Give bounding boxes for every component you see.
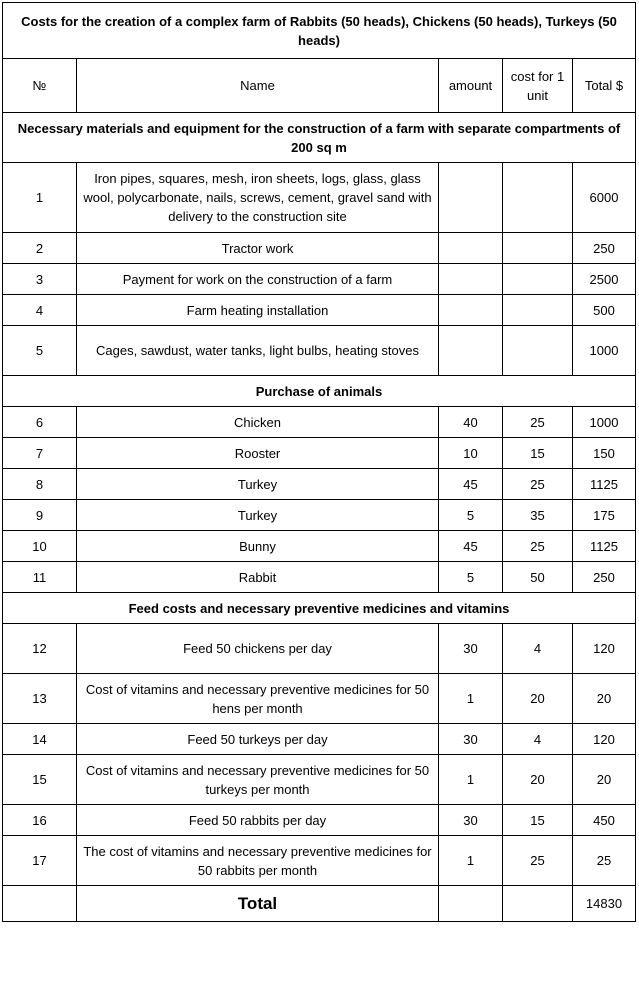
row-amount xyxy=(439,264,503,295)
table-row xyxy=(3,755,636,805)
section-header-row xyxy=(3,376,636,407)
total-row xyxy=(3,886,636,922)
row-total: 6000 xyxy=(573,163,636,233)
section-header-row xyxy=(3,593,636,624)
row-cost xyxy=(503,163,573,233)
row-total: 120 xyxy=(573,724,636,755)
row-name: Feed 50 turkeys per day xyxy=(77,724,439,755)
row-cost: 25 xyxy=(503,469,573,500)
row-name: Bunny xyxy=(77,531,439,562)
row-name: Farm heating installation xyxy=(77,295,439,326)
row-name: Feed 50 chickens per day xyxy=(77,624,439,674)
row-cost: 50 xyxy=(503,562,573,593)
row-cost: 25 xyxy=(503,407,573,438)
row-total: 450 xyxy=(573,805,636,836)
row-num: 5 xyxy=(3,326,77,376)
row-total: 20 xyxy=(573,674,636,724)
table-row xyxy=(3,724,636,755)
table-row xyxy=(3,469,636,500)
section-header-row xyxy=(3,113,636,163)
row-total: 250 xyxy=(573,562,636,593)
row-num: 12 xyxy=(3,624,77,674)
table-title: Costs for the creation of a complex farm of Rabbits (50 heads), Chickens (50 heads), Turkeys (50 heads) xyxy=(3,3,636,59)
row-cost: 4 xyxy=(503,724,573,755)
row-num: 15 xyxy=(3,755,77,805)
header-row xyxy=(3,59,636,113)
row-amount: 5 xyxy=(439,562,503,593)
row-total: 1000 xyxy=(573,407,636,438)
row-amount: 5 xyxy=(439,500,503,531)
row-amount: 45 xyxy=(439,531,503,562)
header-name: Name xyxy=(77,59,439,113)
row-total: 1125 xyxy=(573,531,636,562)
row-name: Cost of vitamins and necessary preventive medicines for 50 hens per month xyxy=(77,674,439,724)
total-amount-empty xyxy=(439,886,503,922)
row-cost: 20 xyxy=(503,674,573,724)
row-name: Payment for work on the construction of a farm xyxy=(77,264,439,295)
row-num: 6 xyxy=(3,407,77,438)
row-num: 2 xyxy=(3,233,77,264)
row-name: The cost of vitamins and necessary preventive medicines for 50 rabbits per month xyxy=(77,836,439,886)
row-amount: 45 xyxy=(439,469,503,500)
row-num: 9 xyxy=(3,500,77,531)
row-name: Cages, sawdust, water tanks, light bulbs, heating stoves xyxy=(77,326,439,376)
table-row xyxy=(3,407,636,438)
row-name: Rabbit xyxy=(77,562,439,593)
row-cost: 20 xyxy=(503,755,573,805)
row-name: Tractor work xyxy=(77,233,439,264)
row-amount: 30 xyxy=(439,724,503,755)
section-title: Purchase of animals xyxy=(3,376,636,407)
total-cost-empty xyxy=(503,886,573,922)
row-amount xyxy=(439,163,503,233)
row-name: Turkey xyxy=(77,469,439,500)
row-num: 11 xyxy=(3,562,77,593)
row-total: 25 xyxy=(573,836,636,886)
row-name: Iron pipes, squares, mesh, iron sheets, logs, glass, glass wool, polycarbonate, nails, screws, cement, gravel sand with delivery to the construction site xyxy=(77,163,439,233)
row-amount xyxy=(439,326,503,376)
row-amount: 1 xyxy=(439,755,503,805)
table-row xyxy=(3,562,636,593)
header-cost: cost for 1 unit xyxy=(503,59,573,113)
row-total: 2500 xyxy=(573,264,636,295)
total-num-empty xyxy=(3,886,77,922)
row-total: 250 xyxy=(573,233,636,264)
row-total: 1125 xyxy=(573,469,636,500)
row-name: Chicken xyxy=(77,407,439,438)
row-num: 14 xyxy=(3,724,77,755)
row-num: 16 xyxy=(3,805,77,836)
table-row xyxy=(3,163,636,233)
section-title: Feed costs and necessary preventive medicines and vitamins xyxy=(3,593,636,624)
table-row xyxy=(3,500,636,531)
row-num: 10 xyxy=(3,531,77,562)
table-row xyxy=(3,438,636,469)
row-cost: 15 xyxy=(503,805,573,836)
row-cost: 4 xyxy=(503,624,573,674)
table-row xyxy=(3,326,636,376)
row-total: 20 xyxy=(573,755,636,805)
table-row xyxy=(3,531,636,562)
header-total: Total $ xyxy=(573,59,636,113)
row-amount: 1 xyxy=(439,836,503,886)
cost-table xyxy=(2,2,636,922)
row-num: 13 xyxy=(3,674,77,724)
table-row xyxy=(3,295,636,326)
row-name: Turkey xyxy=(77,500,439,531)
row-amount: 1 xyxy=(439,674,503,724)
row-num: 3 xyxy=(3,264,77,295)
table-row xyxy=(3,264,636,295)
row-amount xyxy=(439,295,503,326)
row-cost: 25 xyxy=(503,836,573,886)
row-amount: 10 xyxy=(439,438,503,469)
row-total: 150 xyxy=(573,438,636,469)
row-cost: 35 xyxy=(503,500,573,531)
title-row xyxy=(3,3,636,59)
header-amount: amount xyxy=(439,59,503,113)
table-row xyxy=(3,624,636,674)
row-total: 1000 xyxy=(573,326,636,376)
table-row xyxy=(3,836,636,886)
row-total: 500 xyxy=(573,295,636,326)
row-cost: 15 xyxy=(503,438,573,469)
row-cost xyxy=(503,233,573,264)
row-num: 1 xyxy=(3,163,77,233)
row-total: 120 xyxy=(573,624,636,674)
row-num: 8 xyxy=(3,469,77,500)
row-amount: 30 xyxy=(439,624,503,674)
row-num: 17 xyxy=(3,836,77,886)
row-cost xyxy=(503,264,573,295)
row-amount: 40 xyxy=(439,407,503,438)
row-cost xyxy=(503,295,573,326)
row-amount: 30 xyxy=(439,805,503,836)
row-cost xyxy=(503,326,573,376)
table-row xyxy=(3,674,636,724)
row-num: 4 xyxy=(3,295,77,326)
row-cost: 25 xyxy=(503,531,573,562)
row-name: Rooster xyxy=(77,438,439,469)
header-num: № xyxy=(3,59,77,113)
table-row xyxy=(3,805,636,836)
section-title: Necessary materials and equipment for the construction of a farm with separate compartments of 200 sq m xyxy=(3,113,636,163)
total-value: 14830 xyxy=(573,886,636,922)
row-num: 7 xyxy=(3,438,77,469)
table-row xyxy=(3,233,636,264)
row-name: Cost of vitamins and necessary preventive medicines for 50 turkeys per month xyxy=(77,755,439,805)
total-label: Total xyxy=(77,886,439,922)
row-amount xyxy=(439,233,503,264)
row-name: Feed 50 rabbits per day xyxy=(77,805,439,836)
row-total: 175 xyxy=(573,500,636,531)
